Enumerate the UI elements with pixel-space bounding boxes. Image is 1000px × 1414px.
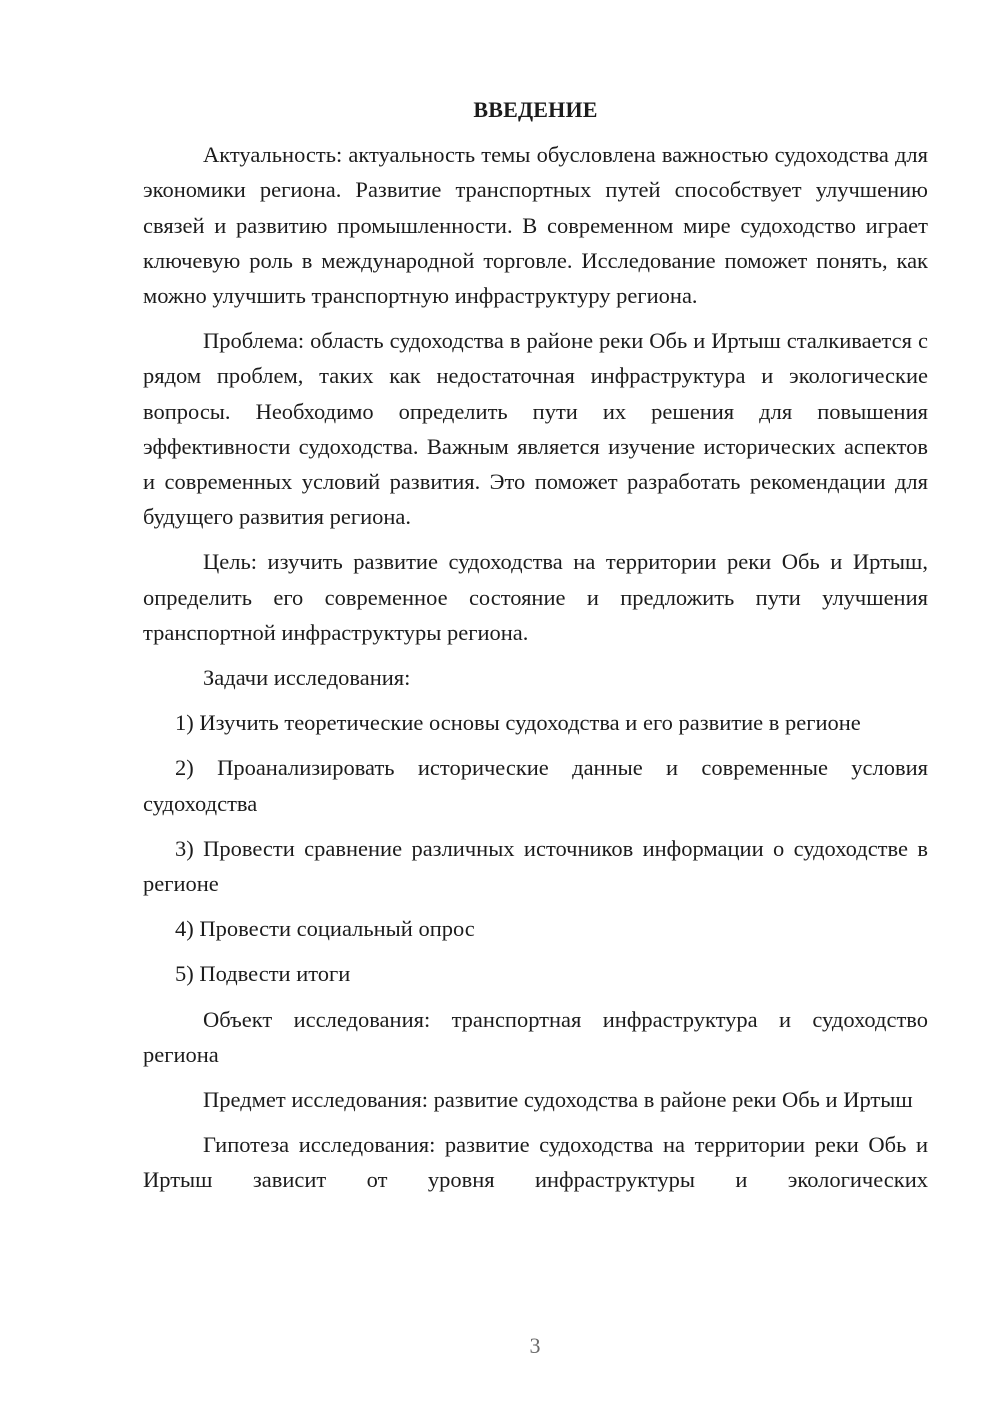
tasks-heading: Задачи исследования: — [203, 665, 411, 691]
relevance-paragraph: Актуальность: актуальность темы обусловлена важностью судоходства для экономики региона. Развитие транспортных путей способствует улучшению связей и развитию промышленности. В современном мире судоходство играет ключевую роль в международной торговле. Исследование поможет понять, как можно улучшить транспортную инфраструктуру региона. — [143, 142, 928, 309]
subject-paragraph: Предмет исследования: развитие судоходства в районе реки Обь и Иртыш — [203, 1087, 913, 1113]
section-title: ВВЕДЕНИЕ — [473, 97, 598, 122]
page-content — [143, 92, 928, 1208]
task-item-2: 2) Проанализировать исторические данные и современные условия судоходства — [143, 755, 928, 816]
object-paragraph: Объект исследования: транспортная инфраструктура и судоходство региона — [143, 1006, 928, 1067]
task-item-5: 5) Подвести итоги — [175, 961, 351, 987]
page-number: 3 — [529, 1333, 541, 1358]
goal-paragraph: Цель: изучить развитие судоходства на территории реки Обь и Иртыш, определить его современное состояние и предложить пути улучшения транспортной инфраструктуры региона. — [143, 549, 928, 645]
hypothesis-paragraph: Гипотеза исследования: развитие судоходства на территории реки Обь и Иртыш зависит от уровня инфраструктуры и экологических — [143, 1132, 928, 1193]
task-item-4: 4) Провести социальный опрос — [175, 916, 475, 942]
problem-paragraph: Проблема: область судоходства в районе реки Обь и Иртыш сталкивается с рядом проблем, таких как недостаточная инфраструктура и экологические вопросы. Необходимо определить пути их решения для повышения эффективности судоходства. Важным является изучение исторических аспектов и современных условий развития. Это поможет разработать рекомендации для будущего развития региона. — [143, 328, 928, 530]
task-item-3: 3) Провести сравнение различных источников информации о судоходстве в регионе — [143, 835, 928, 897]
task-item-1: 1) Изучить теоретические основы судоходства и его развитие в регионе — [175, 710, 861, 736]
